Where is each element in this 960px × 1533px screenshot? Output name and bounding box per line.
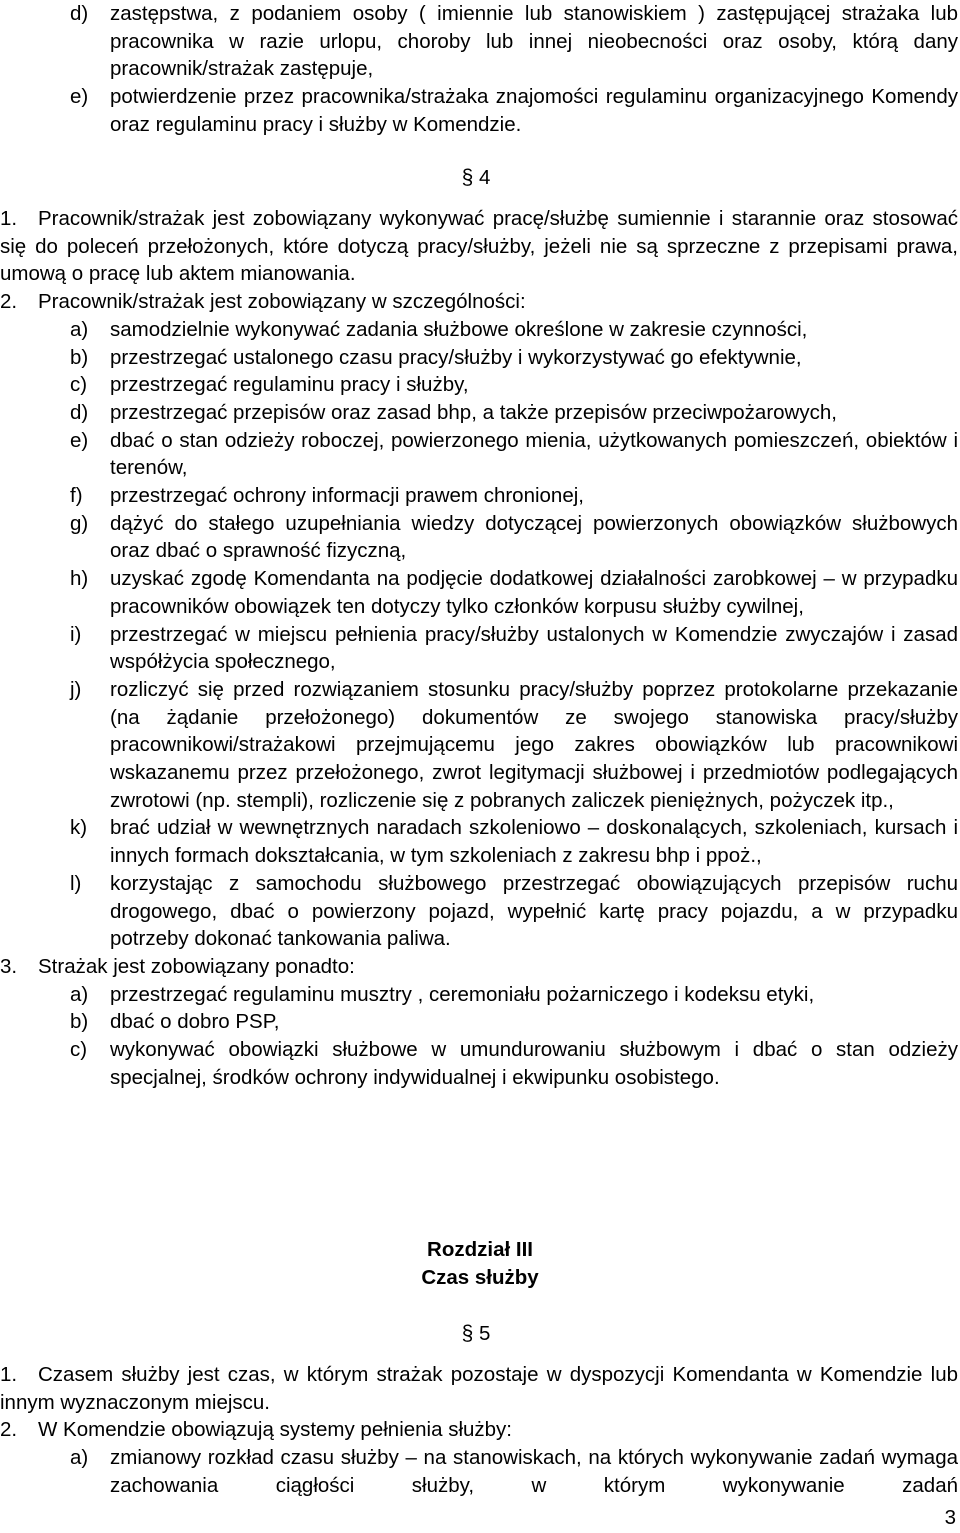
section-5-body <box>0 1361 958 1500</box>
list-item <box>0 814 958 869</box>
item-label: e) <box>70 428 89 452</box>
item-label: a) <box>70 317 89 341</box>
numbered-point <box>0 205 958 288</box>
item-label: d) <box>70 400 89 424</box>
item-text: przestrzegać regulaminu pracy i służby, <box>110 373 469 397</box>
point-number: 2. <box>0 290 18 314</box>
point-number: 2. <box>0 1418 18 1442</box>
item-text: dążyć do stałego uzupełniania wiedzy dotyczącej powierzonych obowiązków służbowych oraz dbać o sprawność fizyczną, <box>110 511 958 563</box>
point-number: 3. <box>0 954 18 978</box>
list-item <box>0 510 958 565</box>
item-label: c) <box>70 373 88 397</box>
list-item <box>0 676 958 815</box>
chapter-heading <box>0 1236 960 1291</box>
item-text: dbać o stan odzieży roboczej, powierzonego mienia, użytkowanych pomieszczeń, obiektów i terenów, <box>110 428 958 480</box>
list-item <box>0 316 958 344</box>
section-5-heading <box>0 1320 960 1348</box>
item-text: przestrzegać ochrony informacji prawem chronionej, <box>110 484 584 508</box>
list-item <box>0 1036 958 1091</box>
item-text: korzystając z samochodu służbowego przestrzegać obowiązujących przepisów ruchu drogowego, dbać o powierzony pojazd, wypełnić kartę pracy pojazdu, a w przypadku potrzeby dokonać tankowania paliwa. <box>110 871 958 951</box>
section-number: 4 <box>478 166 491 189</box>
list-item <box>0 565 958 620</box>
item-text: przestrzegać ustalonego czasu pracy/służby i wykorzystywać go efektywnie, <box>110 345 802 369</box>
list-item <box>0 427 958 482</box>
point-text: Czasem służby jest czas, w którym strażak pozostaje w dyspozycji Komendanta w Komendzie lub innym wyznaczonym miejscu. <box>0 1363 958 1414</box>
item-label: c) <box>70 1038 88 1062</box>
item-label: e) <box>70 85 89 109</box>
item-label: g) <box>70 511 89 535</box>
point-text: Pracownik/strażak jest zobowiązany w szczególności: <box>38 290 526 314</box>
item-text: uzyskać zgodę Komendanta na podjęcie dodatkowej działalności zarobkowej – w przypadku pracowników obowiązek ten dotyczy tylko członków korpusu służby cywilnej, <box>110 567 958 618</box>
item-text: przestrzegać regulaminu musztry , ceremoniału pożarniczego i kodeksu etyki, <box>110 982 815 1006</box>
point-text: W Komendzie obowiązują systemy pełnienia służby: <box>38 1418 513 1442</box>
list-item <box>0 1008 958 1036</box>
item-text: samodzielnie wykonywać zadania służbowe określone w zakresie czynności, <box>110 317 808 341</box>
section-symbol: § <box>461 166 474 189</box>
item-label: l) <box>70 871 82 895</box>
section-symbol: § <box>461 1322 474 1345</box>
section-number: 5 <box>478 1322 491 1345</box>
list-item <box>0 0 958 83</box>
list-item <box>0 621 958 676</box>
point-number: 1. <box>0 1363 18 1386</box>
numbered-point <box>0 953 958 981</box>
item-label: j) <box>70 677 82 701</box>
item-label: h) <box>70 567 89 591</box>
item-label: a) <box>70 1446 89 1470</box>
section-4-heading <box>0 164 960 192</box>
item-label: a) <box>70 982 89 1006</box>
list-item <box>0 1444 958 1499</box>
chapter-number: Rozdział III <box>427 1238 533 1261</box>
item-label: k) <box>70 816 88 840</box>
item-label: f) <box>70 484 83 508</box>
item-text: wykonywać obowiązki służbowe w umundurowaniu służbowym i dbać o stan odzieży specjalnej, środków ochrony indywidualnej i ekwipunku osobistego. <box>110 1038 958 1089</box>
item-label: i) <box>70 622 82 646</box>
item-text: potwierdzenie przez pracownika/strażaka znajomości regulaminu organizacyjnego Komendy oraz regulaminu pracy i służby w Komendzie. <box>110 85 958 136</box>
item-text: zmianowy rozkład czasu służby – na stanowiskach, na których wykonywanie zadań wymaga zachowania ciągłości służby, w którym wykonywanie zadań <box>110 1446 958 1497</box>
list-item <box>0 83 958 138</box>
section-3-tail <box>0 0 958 139</box>
item-text: brać udział w wewnętrznych naradach szkoleniowo – doskonalących, szkoleniach, kursach i innych formach dokształcania, w tym szkoleniach z zakresu bhp i ppoż., <box>110 816 958 868</box>
item-label: b) <box>70 345 89 369</box>
numbered-point <box>0 1361 958 1416</box>
point-text: Pracownik/strażak jest zobowiązany wykonywać pracę/służbę sumiennie i starannie oraz stosować się do poleceń przełożonych, które dotyczą pracy/służby, jeżeli nie są sprzeczne z przepisami prawa, umową o pracę lub aktem mianowania. <box>0 207 958 286</box>
item-label: d) <box>70 2 89 25</box>
item-text: przestrzegać w miejscu pełnienia pracy/służby ustalonych w Komendzie zwyczajów i zasad współżycia społecznego, <box>110 622 958 674</box>
point-number: 1. <box>0 207 18 230</box>
item-text: rozliczyć się przed rozwiązaniem stosunku pracy/służby poprzez protokolarne przekazanie (na żądanie przełożonego) dokumentów ze swojego stanowiska pracy/służby pracownikowi/strażakowi przejmującemu jego zakres obowiązków lub pracownikowi wskazanemu przez przełożonego, zwrot legitymacji służbowej i przedmiotów podlegających zwrotowi (np. stempli), rozliczenie się z pobranych zaliczek pieniężnych, pożyczek itp., <box>110 677 958 812</box>
item-label: b) <box>70 1010 89 1034</box>
item-text: dbać o dobro PSP, <box>110 1010 280 1034</box>
list-item <box>0 981 958 1009</box>
page-number: 3 <box>944 1506 956 1529</box>
numbered-point <box>0 1416 958 1444</box>
item-text: przestrzegać przepisów oraz zasad bhp, a także przepisów przeciwpożarowych, <box>110 400 837 424</box>
chapter-title: Czas służby <box>421 1265 539 1289</box>
list-item <box>0 482 958 510</box>
section-4-body <box>0 205 958 1092</box>
list-item <box>0 371 958 399</box>
list-item <box>0 399 958 427</box>
point-text: Strażak jest zobowiązany ponadto: <box>38 954 355 978</box>
numbered-point <box>0 288 958 316</box>
item-text: zastępstwa, z podaniem osoby ( imiennie lub stanowiskiem ) zastępującej strażaka lub pracownika w razie urlopu, choroby lub innej nieobecności oraz osoby, którą dany pracownik/strażak zastępuje, <box>110 2 958 81</box>
list-item <box>0 870 958 953</box>
list-item <box>0 344 958 372</box>
